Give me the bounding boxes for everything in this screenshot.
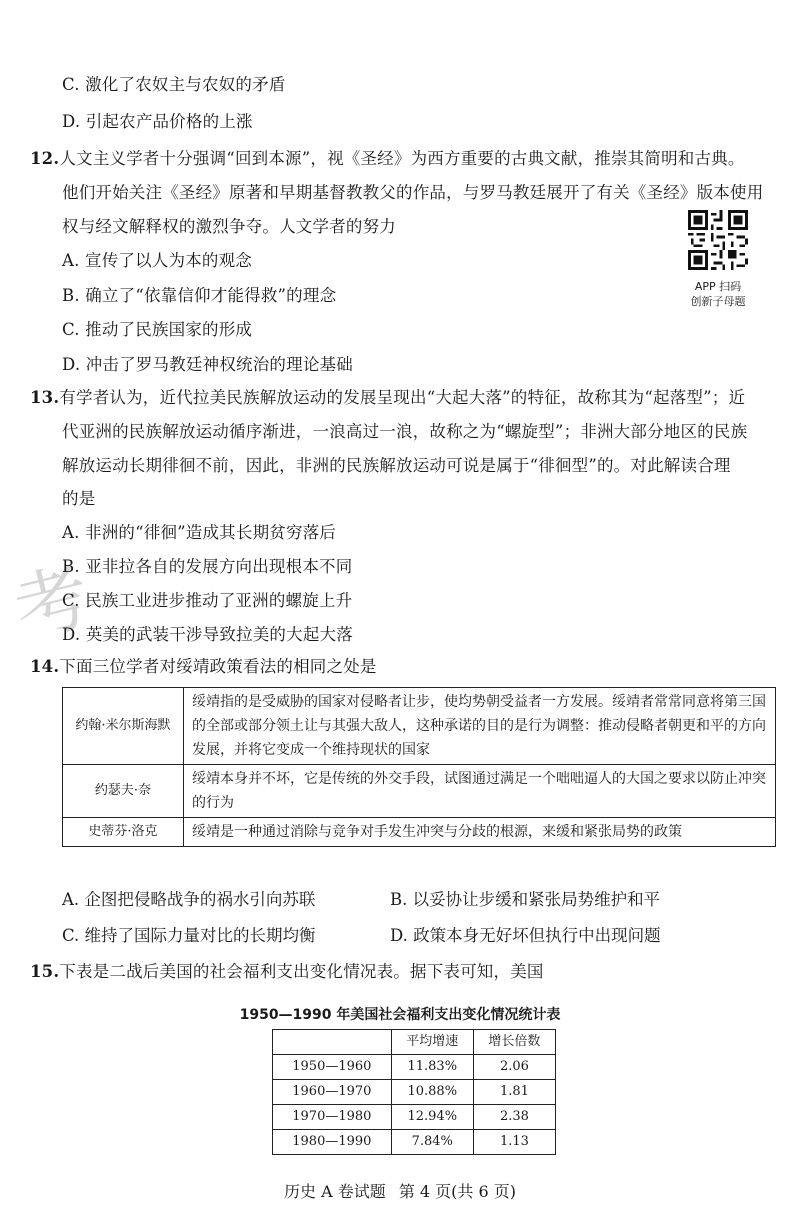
q15-number: 15. [30,962,60,981]
scholar-view: 绥靖指的是受威胁的国家对侵略者让步，使均势朝受益者一方发展。绥靖者常常同意将第三国的全部或部分领土让与其强大敌人，这种承诺的目的是行为调整：推动侵略者朝更和平的方向发展，并将它变成一个维持现状的国家 [184,688,776,765]
growth-multiple-cell: 2.38 [473,1105,555,1130]
q14-option-a: A. 企图把侵略战争的祸水引向苏联 [62,890,316,909]
footer-page-number: 第 4 页(共 6 页) [398,1182,517,1201]
q14-option-c: C. 维持了国际力量对比的长期均衡 [62,926,316,945]
table-row [63,818,776,847]
growth-rate-cell: 10.88% [391,1080,473,1105]
q13-stem-line-1 [30,387,745,409]
q14-views-table [62,687,776,847]
qr-caption [676,279,760,309]
qr-caption-line-1: APP 扫码 [694,280,742,293]
q14-option-d: D. 政策本身无好坏但执行中出现问题 [390,926,661,945]
scholar-name: 约瑟夫·奈 [63,765,184,818]
table-row [63,688,776,765]
q13-option-a: A. 非洲的“徘徊”造成其长期贫穷落后 [62,523,337,542]
q14-option-b: B. 以妥协让步缓和紧张局势维护和平 [390,890,661,909]
table-row [273,1130,556,1155]
table-row [273,1080,556,1105]
qr-caption-line-2: 创新子母题 [690,295,746,308]
growth-multiple-cell: 1.13 [473,1130,555,1155]
q12-option-d: D. 冲击了罗马教廷神权统治的理论基础 [62,355,353,374]
period-cell: 1980—1990 [273,1130,392,1155]
q12-stem-line-1 [30,148,745,170]
column-header: 增长倍数 [473,1030,555,1055]
q12-line-1-text: 人文主义学者十分强调“回到本源”，视《圣经》为西方重要的古典文献，推崇其简明和古典。 [59,149,745,168]
column-header: 平均增速 [391,1030,473,1055]
q14-stem-text: 下面三位学者对绥靖政策看法的相同之处是 [59,657,377,676]
q12-number: 12. [30,149,60,168]
q15-table-title: 1950—1990 年美国社会福利支出变化情况统计表 [239,1007,561,1023]
scholar-view: 绥靖本身并不坏，它是传统的外交手段，试图通过满足一个咄咄逼人的大国之要求以防止冲突的行为 [184,765,776,818]
q13-stem-line-4: 的是 [62,489,96,508]
q12-stem-line-2: 他们开始关注《圣经》原著和早期基督教教父的作品，与罗马教廷展开了有关《圣经》版本使用 [62,183,764,202]
q13-stem-line-3: 解放运动长期徘徊不前，因此，非洲的民族解放运动可说是属于“徘徊型”的。对此解读合理 [62,456,731,475]
q15-welfare-table [272,1029,556,1155]
q11-option-c: C. 激化了农奴主与农奴的矛盾 [62,75,286,94]
q15-stem [30,961,544,983]
footer-subject: 历史 A 卷试题 [283,1182,386,1201]
scholar-name: 史蒂芬·洛克 [63,818,184,847]
q14-number: 14. [30,657,60,676]
growth-rate-cell: 11.83% [391,1055,473,1080]
growth-multiple-cell: 2.06 [473,1055,555,1080]
scholar-view: 绥靖是一种通过消除与竞争对手发生冲突与分歧的根源，来缓和紧张局势的政策 [184,818,776,847]
period-cell: 1970—1980 [273,1105,392,1130]
table-row [273,1055,556,1080]
q13-option-c: C. 民族工业进步推动了亚洲的螺旋上升 [62,591,353,610]
q13-number: 13. [30,388,60,407]
scholar-name: 约翰·米尔斯海默 [63,688,184,765]
q13-option-d: D. 英美的武装干涉导致拉美的大起大落 [62,625,353,644]
q12-option-b: B. 确立了“依靠信仰才能得救”的理念 [62,286,337,305]
q12-option-c: C. 推动了民族国家的形成 [62,320,253,339]
table-row [63,765,776,818]
q13-option-b: B. 亚非拉各自的发展方向出现根本不同 [62,557,353,576]
qr-code-icon[interactable] [688,210,748,270]
q11-option-d: D. 引起农产品价格的上涨 [62,112,253,131]
q15-stem-text: 下表是二战后美国的社会福利支出变化情况表。据下表可知，美国 [59,962,544,981]
q12-option-a: A. 宣传了以人为本的观念 [62,251,253,270]
growth-rate-cell: 12.94% [391,1105,473,1130]
table-row [273,1105,556,1130]
page-footer [0,1179,800,1202]
q13-line-1-text: 有学者认为，近代拉美民族解放运动的发展呈现出“大起大落”的特征，故称其为“起落型”；近 [59,388,746,407]
q13-stem-line-2: 代亚洲的民族解放运动循序渐进，一浪高过一浪，故称之为“螺旋型”；非洲大部分地区的民族 [62,422,748,441]
watermark: 考 [6,553,99,655]
table-header-row [273,1030,556,1055]
period-cell: 1960—1970 [273,1080,392,1105]
period-cell: 1950—1960 [273,1055,392,1080]
growth-rate-cell: 7.84% [391,1130,473,1155]
growth-multiple-cell: 1.81 [473,1080,555,1105]
q12-stem-line-3: 权与经文解释权的激烈争夺。人文学者的努力 [62,217,396,236]
q14-stem [30,656,377,678]
column-header [273,1030,392,1055]
